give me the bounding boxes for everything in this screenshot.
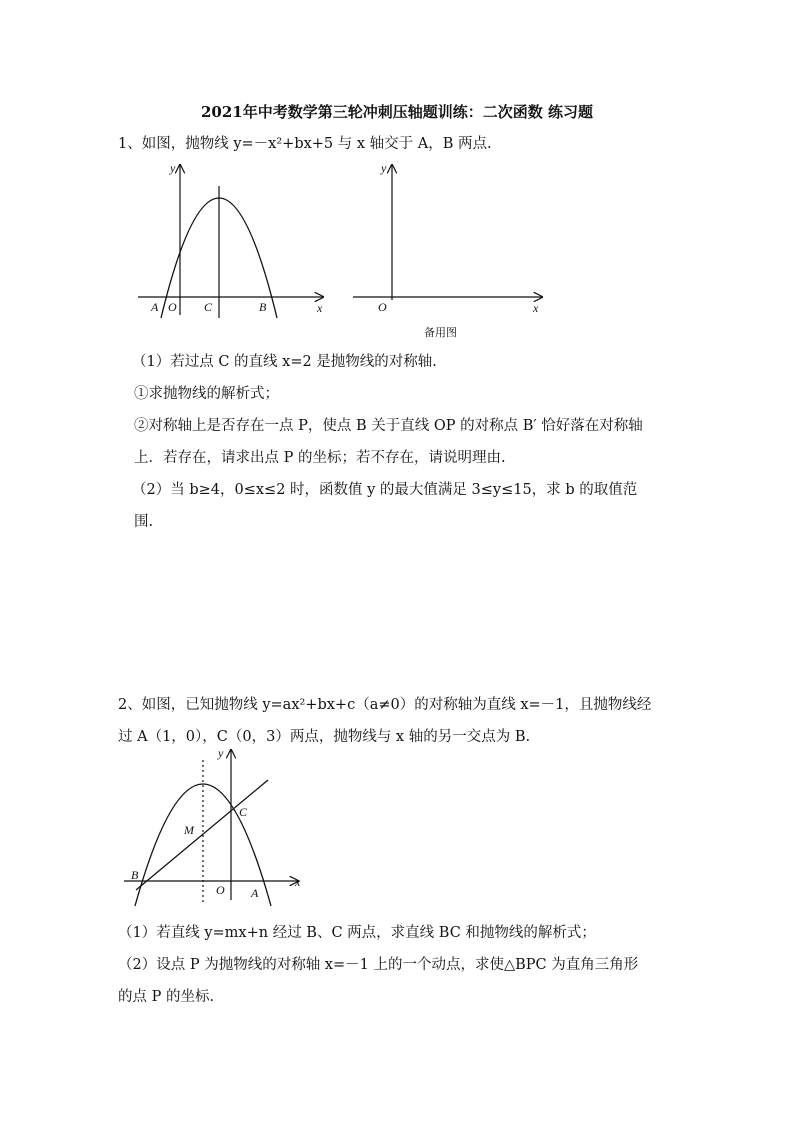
q2-part2a: （2）设点 P 为抛物线的对称轴 x=－1 上的一个动点，求使△BPC 为直角三角形 xyxy=(118,957,639,973)
label-C: C xyxy=(239,805,248,819)
label-B: B xyxy=(259,300,267,314)
q1-part1-1: ①求抛物线的解析式； xyxy=(134,386,279,402)
label-y: y xyxy=(170,161,176,175)
q2-figure xyxy=(118,748,318,908)
q1-part2a: （2）当 b≥4，0≤x≤2 时，函数值 y 的最大值满足 3≤y≤15，求 b 的取值范 xyxy=(132,482,638,498)
label-x: x xyxy=(533,301,539,315)
label-x: x xyxy=(295,875,301,889)
label-B: B xyxy=(131,868,139,882)
label-y: y xyxy=(218,746,224,760)
q1-part1-2a: ②对称轴上是否存在一点 P，使点 B 关于直线 OP 的对称点 B′ 恰好落在对称轴 xyxy=(134,418,643,434)
q1-part1: （1）若过点 C 的直线 x=2 是抛物线的对称轴. xyxy=(132,354,437,370)
label-O: O xyxy=(378,300,387,314)
q2-part1: （1）若直线 y=mx+n 经过 B、C 两点，求直线 BC 和抛物线的解析式； xyxy=(118,925,596,941)
q2-stem-a: 2、如图，已知抛物线 y=ax²+bx+c（a≠0）的对称轴为直线 x=－1，且抛物线经 xyxy=(118,697,652,713)
label-A: A xyxy=(151,300,159,314)
spare-caption: 备用图 xyxy=(424,326,457,339)
q1-spare-figure xyxy=(350,160,550,339)
line-BC xyxy=(136,780,268,890)
label-O: O xyxy=(216,883,225,897)
label-M: M xyxy=(184,823,194,837)
q1-part2b: 围. xyxy=(134,514,154,530)
q2-stem-b: 过 A（1，0），C（0，3）两点，抛物线与 x 轴的另一交点为 B. xyxy=(118,729,531,745)
q1-part1-2b: 上．若存在，请求出点 P 的坐标；若不存在，请说明理由. xyxy=(134,450,506,466)
label-O: O xyxy=(168,300,177,314)
label-x: x xyxy=(317,301,323,315)
q2-part2b: 的点 P 的坐标. xyxy=(118,989,215,1005)
label-A: A xyxy=(251,886,259,900)
label-y: y xyxy=(381,161,387,175)
label-C: C xyxy=(204,300,213,314)
q1-main-figure xyxy=(133,160,333,320)
page-title: 2021年中考数学第三轮冲刺压轴题训练：二次函数 练习题 xyxy=(201,103,593,121)
q1-stem: 1、如图，抛物线 y=－x²+bx+5 与 x 轴交于 A，B 两点. xyxy=(118,136,492,152)
